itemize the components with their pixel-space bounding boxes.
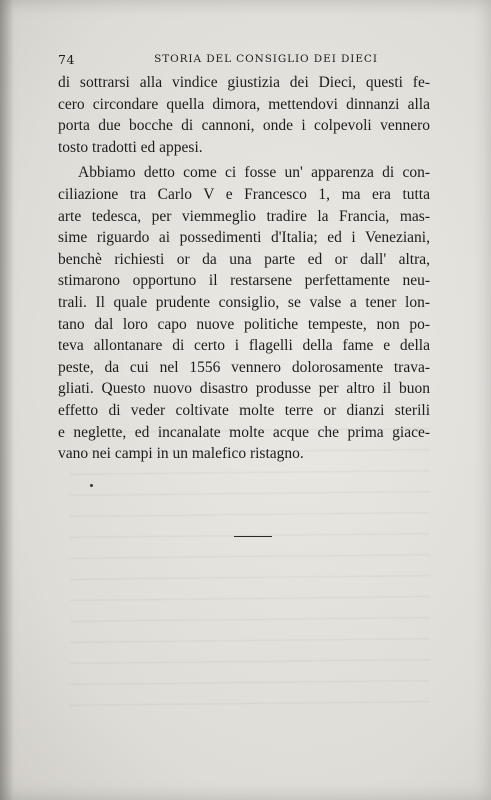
text-line: benchè richiesti or da una parte ed or dall' altra, xyxy=(58,250,430,268)
text-line: gliati. Questo nuovo disastro produsse per altro il buon xyxy=(58,380,430,398)
text-line: tosto tradotti ed appesi. xyxy=(58,138,203,156)
page-number: 74 xyxy=(58,52,75,67)
text-line: cero circondare quella dimora, mettendovi dinnanzi alla xyxy=(58,95,430,113)
text-line: effetto di veder coltivate molte terre or dianzi sterili xyxy=(58,401,430,419)
text-line: Abbiamo detto come ci fosse un' apparenza di con- xyxy=(78,164,430,182)
text-line: teva allontanare di certo i flagelli della fame e della xyxy=(58,337,430,355)
body-text xyxy=(58,72,430,465)
binding-shadow xyxy=(0,0,14,800)
text-line: ciliazione tra Carlo V e Francesco 1, ma era tutta xyxy=(58,185,430,203)
show-through-texture xyxy=(70,428,430,722)
text-line: vano nei campi in un malefico ristagno. xyxy=(58,445,304,463)
text-line: arte tedesca, per viemmeglio tradire la Francia, mas- xyxy=(58,207,430,225)
text-line: trali. Il quale prudente consiglio, se valse a tener lon- xyxy=(58,293,430,311)
text-line: peste, da cui nel 1556 vennero dolorosamente trava- xyxy=(58,358,430,376)
running-head xyxy=(58,52,430,68)
paragraph-2 xyxy=(58,162,430,464)
text-line: sime riguardo ai possedimenti d'Italia; ed i Veneziani, xyxy=(58,229,430,247)
text-line: tano dal loro capo nuove politiche tempeste, non po- xyxy=(58,315,430,333)
paragraph-1 xyxy=(58,72,430,158)
text-line: stimarono opportuno il restarsene perfettamente neu- xyxy=(58,272,430,290)
ink-speck xyxy=(90,484,93,487)
running-head-title: STORIA DEL CONSIGLIO DEI DIECI xyxy=(154,53,378,65)
end-of-chapter-rule xyxy=(234,536,272,537)
text-line: di sottrarsi alla vindice giustizia dei Dieci, questi fe- xyxy=(58,74,430,91)
text-line: porta due bocche di cannoni, onde i colpevoli vennero xyxy=(58,117,430,135)
text-line: e neglette, ed incanalate molte acque che prima giace- xyxy=(58,423,430,441)
